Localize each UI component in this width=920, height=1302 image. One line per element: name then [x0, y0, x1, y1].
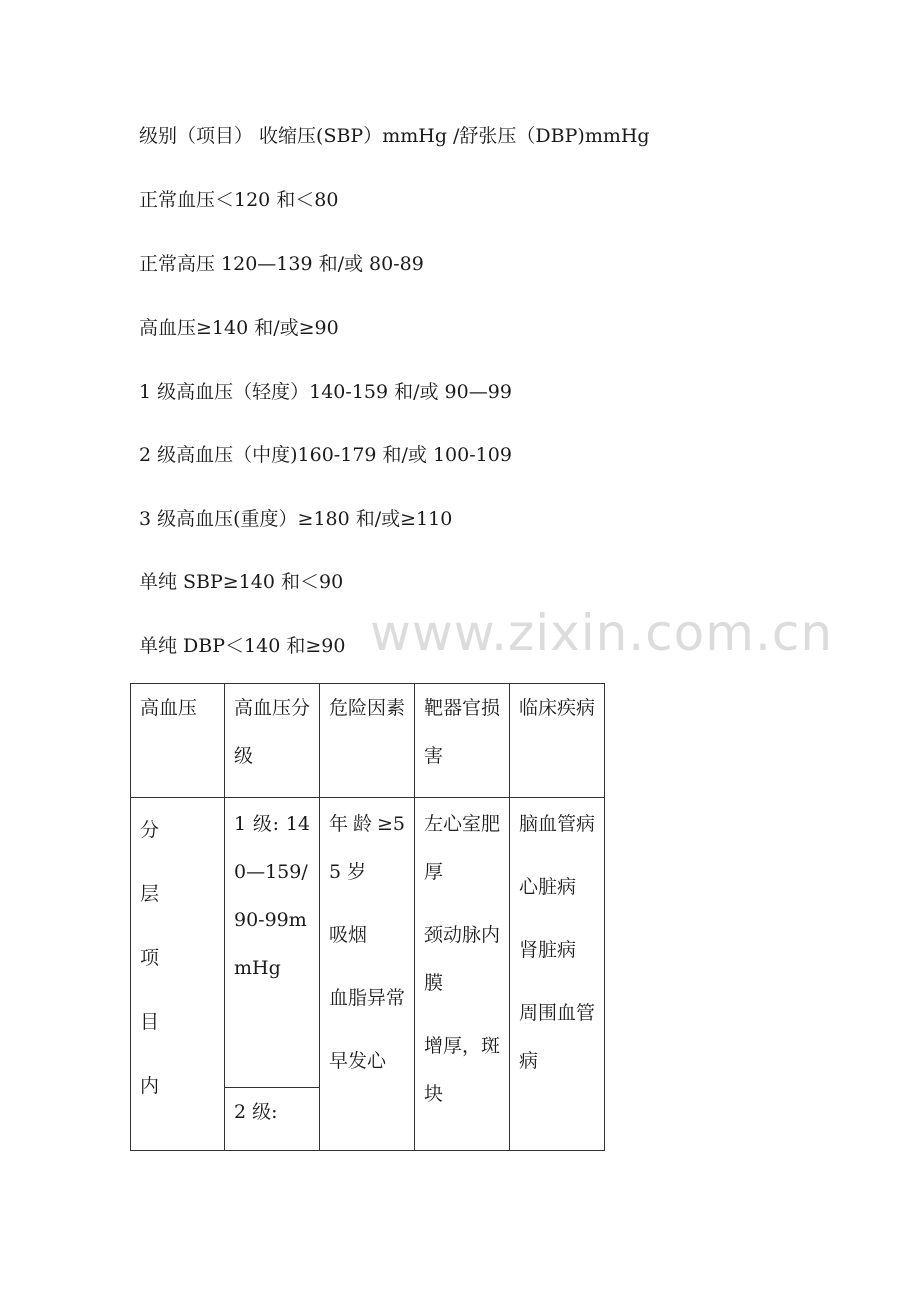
clinical-item: 周围血管病: [519, 1002, 596, 1072]
layer-cell: [131, 798, 225, 1151]
risk-factor: 吸烟: [329, 924, 368, 946]
grade2-text: 2 级:: [234, 1101, 278, 1123]
header-cell: 高血压分级: [225, 684, 320, 798]
clinical-item: 脑血管病: [519, 813, 596, 835]
layer-char: 目: [140, 1011, 160, 1033]
watermark: www.zixin.com.cn: [370, 604, 834, 662]
grade2-cell: [225, 1088, 320, 1151]
layer-char: 层: [140, 883, 160, 905]
hypertension-table: [130, 683, 605, 1151]
text-line: 正常血压＜120 和＜80: [139, 189, 339, 211]
risk-factor: 年龄≥55 岁: [329, 813, 405, 883]
clinical-item: 肾脏病: [519, 939, 577, 961]
text-line: 高血压≥140 和/或≥90: [139, 317, 339, 339]
header-cell: 临床疾病: [510, 684, 605, 798]
table-row: [131, 798, 605, 1088]
text-line: 2 级高血压（中度)160-179 和/或 100-109: [139, 444, 512, 466]
risk-factors-cell: [320, 798, 415, 1151]
table-header-row: [131, 684, 605, 798]
text-line: 单纯 DBP＜140 和≥90: [139, 635, 346, 657]
target-organ-cell: [415, 798, 510, 1151]
header-cell: 靶器官损害: [415, 684, 510, 798]
text-line: 单纯 SBP≥140 和＜90: [139, 571, 344, 593]
header-cell: 高血压: [131, 684, 225, 798]
layer-char: 分: [140, 819, 160, 841]
text-line: 3 级高血压(重度）≥180 和/或≥110: [139, 508, 453, 530]
target-organ-item: 增厚，斑块: [424, 1035, 501, 1105]
clinical-disease-cell: [510, 798, 605, 1151]
text-line: 正常高压 120—139 和/或 80-89: [139, 253, 424, 275]
risk-factor: 血脂异常: [329, 987, 406, 1009]
text-line: 级别（项目） 收缩压(SBP）mmHg /舒张压（DBP)mmHg: [139, 125, 650, 147]
grade1-cell: [225, 798, 320, 1088]
clinical-item: 心脏病: [519, 876, 577, 898]
vertical-text: [140, 798, 215, 1118]
text-line: 1 级高血压（轻度）140-159 和/或 90—99: [139, 381, 512, 403]
target-organ-item: 颈动脉内膜: [424, 924, 501, 994]
risk-factor: 早发心: [329, 1050, 387, 1072]
layer-char: 内: [140, 1075, 160, 1097]
layer-char: 项: [140, 947, 160, 969]
target-organ-item: 左心室肥厚: [424, 813, 501, 883]
header-cell: 危险因素: [320, 684, 415, 798]
grade1-text: 1 级: 140—159/ 90-99mmHg: [234, 813, 310, 979]
